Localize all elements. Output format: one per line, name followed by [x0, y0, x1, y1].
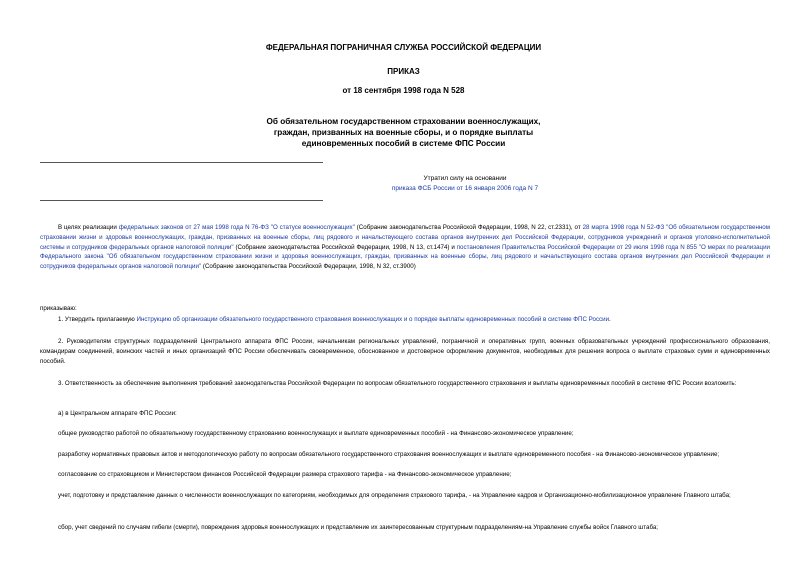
title-line-1: Об обязательном государственном страховании военнослужащих, — [266, 117, 541, 126]
status-text: Утратил силу на основании — [423, 175, 507, 182]
preamble-text-2: (Собрание законодательства Российской Федерации, 1998, N 22, ст.2331), от — [354, 224, 583, 231]
instruction-link[interactable]: Инструкцию об организации обязательного государственного страхования военнослужащих и о порядке выплаты единовременных пособий в системе ФПС России — [136, 316, 610, 323]
item-3a-4: учет, подготовку и представление данных о численности военнослужащих по категориям, необходимых для определения страхового тарифа, - на Управление кадров и Организационно-мобилизационное управление Главного штаба; — [58, 492, 731, 499]
separator-line-2 — [40, 200, 323, 201]
title-line-3: единовременных пособий в системе ФПС России — [301, 139, 506, 148]
preamble-text-4: (Собрание законодательства Российской Федерации, 1998, N 32, ст.3900) — [201, 263, 416, 271]
preamble-paragraph — [40, 223, 770, 272]
law-76-link[interactable]: федеральных законов от 27 мая 1998 года N 76-ФЗ "О статусе военнослужащих" — [118, 224, 355, 231]
item-3: 3. Ответственность за обеспечение выполнения требований законодательства Российской Федерации по вопросам обязательного государственного страхования и выплаты единовременных пособий в системе ФПС России возложить: — [58, 380, 737, 387]
item-3a-5: сбор, учет сведений по случаям гибели (смерти), повреждения здоровья военнослужащих и представление их заинтересованным структурным подразделениям-на Управление службы войск Главного штаба; — [58, 524, 659, 531]
law-52-link[interactable]: 28 марта 1998 года N 52-ФЗ "Об обязательном государственном страховании жизни и здоровья военнослужащих, граждан, призванных на военные сборы, лиц рядового и начальствующего состава органов внутренних дел Российской Федерации, сотрудников учреждений и органов уголовно-исполнительной системы и сотрудников федеральных органов налоговой полиции" — [40, 224, 770, 251]
item-3a: а) в Центральном аппарате ФПС России: — [58, 410, 177, 417]
item-1-text-2: . — [609, 316, 611, 323]
item-3a-2: разработку нормативных правовых актов и методологическую работу по вопросам обязательного государственного страхования военнослужащих и выплате единовременного пособия - на Финансово-экономическое управление; — [58, 451, 720, 458]
item-2: 2. Руководителям структурных подразделений Центрального аппарата ФПС России, начальникам региональных управлений, пограничной и оперативных групп, военных образовательных учреждений профессионального образования, командирам соединений, воинских частей и иных организаций ФПС России обеспечивать своевременное, обоснованное и достоверное оформление документов, необходимых для решения вопроса о выплате страховых сумм и единовременных пособий. — [40, 338, 770, 365]
title-line-2: граждан, призванных на военные сборы, и о порядке выплаты — [273, 128, 534, 137]
item-1-text-1: 1. Утвердить прилагаемую — [58, 316, 137, 323]
item-3a-1: общее руководство работой по обязательному государственному страхованию военнослужащих и выплате единовременных пособий - на Финансово-экономическое управление; — [58, 430, 574, 437]
status-link[interactable]: приказа ФСБ России от 16 января 2006 года N 7 — [391, 185, 539, 192]
doc-title — [230, 116, 577, 149]
preamble-text-3: (Собрание законодательства Российской Федерации, 1998, N 13, ст.1474) и — [233, 243, 457, 251]
doc-type: ПРИКАЗ — [387, 67, 420, 76]
resolution-855-link[interactable]: постановления Правительства Российской Федерации от 29 июля 1998 года N 855 "О мерах по реализации Федерального закона "Об обязательном государственном страховании жизни и здоровья военнослужащих, граждан, призванных на военные сборы, лиц рядового и начальствующего состава органов внутренних дел Российской Федерации и сотрудников федеральных органов налоговой полиции" — [40, 243, 770, 271]
order-word: приказываю: — [40, 305, 77, 312]
doc-date: от 18 сентября 1998 года N 528 — [342, 86, 465, 95]
item-3a-3: согласование со страховщиком и Министерством финансов Российской Федерации размера страхового тарифа - на Финансово-экономическое управление; — [58, 471, 512, 478]
preamble-text-1: В целях реализации — [58, 224, 119, 231]
item-1 — [40, 315, 770, 325]
separator-line-1 — [40, 162, 323, 163]
status-block — [300, 174, 630, 194]
org-name: ФЕДЕРАЛЬНАЯ ПОГРАНИЧНАЯ СЛУЖБА РОССИЙСКОЙ ФЕДЕРАЦИИ — [265, 43, 542, 52]
